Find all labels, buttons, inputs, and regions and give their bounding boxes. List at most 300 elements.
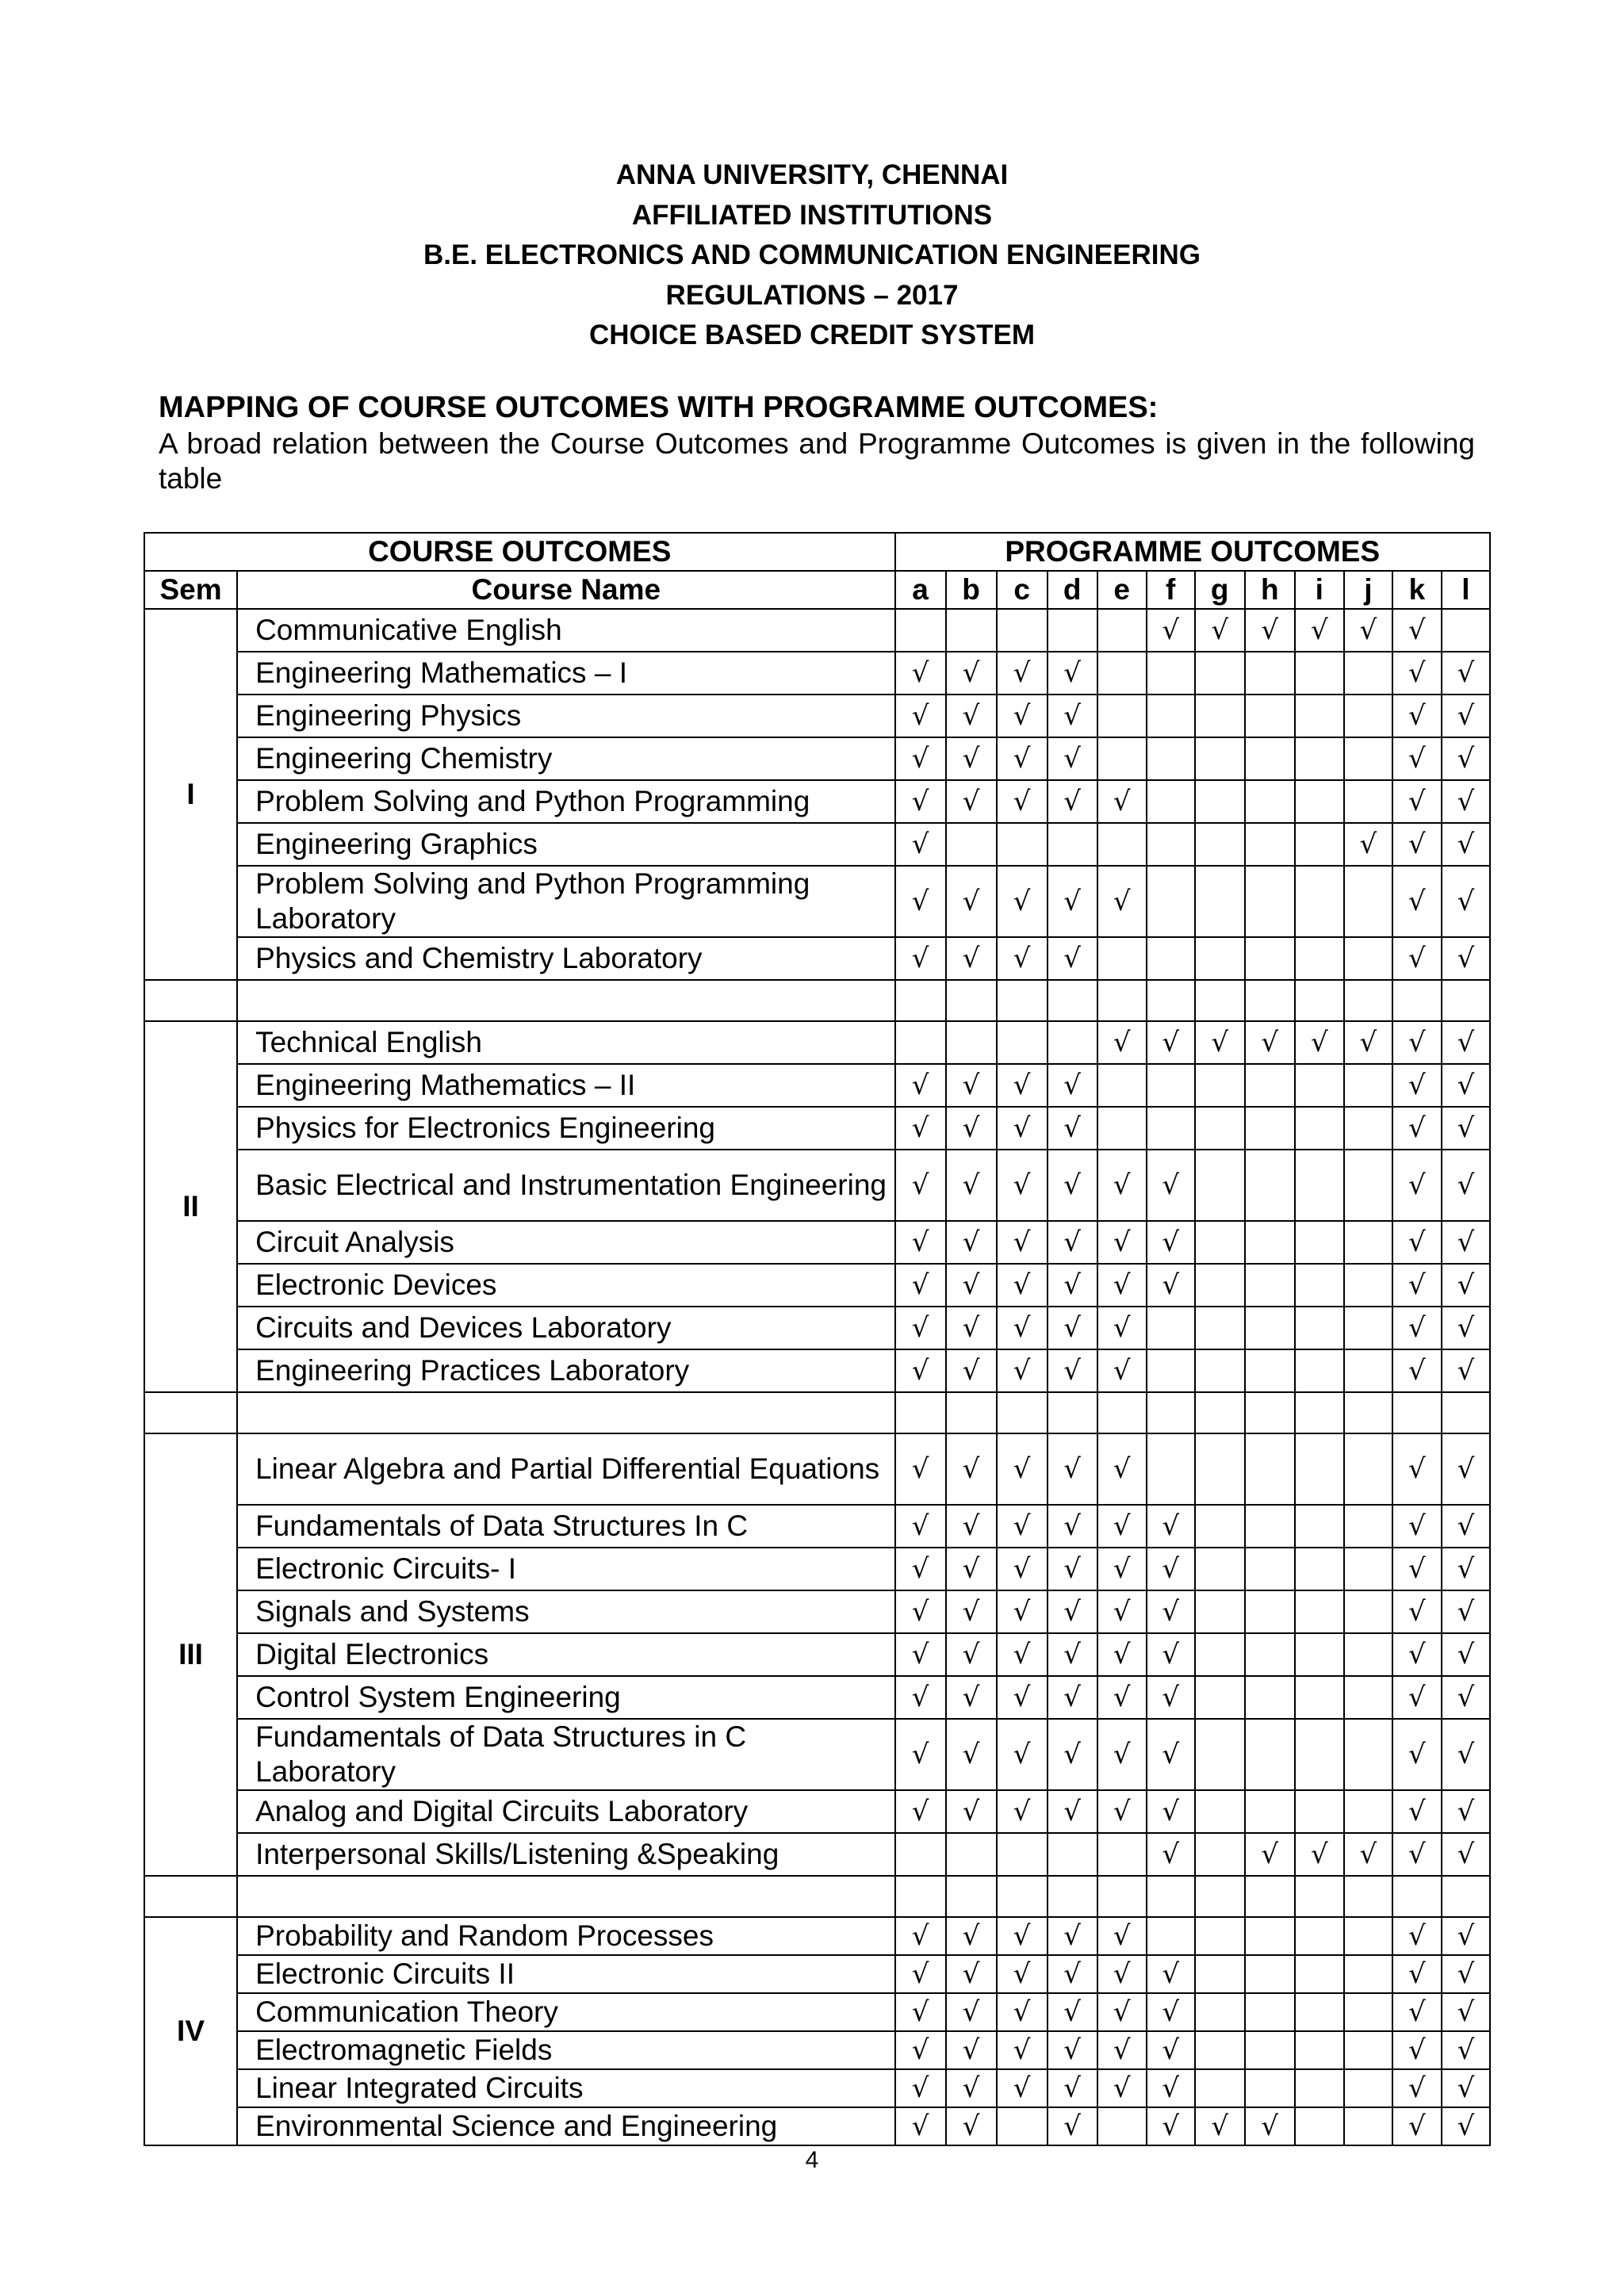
outcome-cell (1442, 652, 1490, 695)
check-mark: √ (1162, 1796, 1180, 1827)
course-name-cell: Electronic Circuits II (237, 1955, 894, 1993)
empty-cell (997, 1392, 1048, 1433)
outcome-cell (1392, 823, 1442, 866)
course-name-cell: Electronic Devices (237, 1264, 894, 1307)
outcome-cell (1245, 823, 1295, 866)
check-mark: √ (1408, 1070, 1426, 1101)
table-row (144, 1107, 1490, 1150)
outcome-cell (1048, 823, 1097, 866)
course-name-cell: Circuit Analysis (237, 1221, 894, 1264)
outcome-cell (997, 1307, 1048, 1349)
outcome-cell (1245, 1719, 1295, 1790)
check-mark: √ (1063, 1958, 1081, 1990)
outcome-cell (895, 1433, 946, 1505)
outcome-cell (946, 737, 997, 780)
outcome-cell (895, 737, 946, 780)
check-mark: √ (911, 943, 929, 974)
outcome-cell (1245, 1917, 1295, 1955)
outcome-cell (946, 1505, 997, 1548)
check-mark: √ (1013, 1453, 1031, 1485)
outcome-cell (1097, 1790, 1147, 1833)
table-row (144, 1505, 1490, 1548)
outcome-cell (1344, 2031, 1392, 2069)
check-mark: √ (1063, 1510, 1081, 1542)
affiliation-line: AFFILIATED INSTITUTIONS (631, 199, 993, 231)
outcome-cell (895, 823, 946, 866)
section-intro: A broad relation between the Course Outcomes and Programme Outcomes is given in the following table (159, 427, 1475, 495)
empty-cell (1245, 1876, 1295, 1917)
course-name-cell: Electromagnetic Fields (237, 2031, 894, 2069)
outcome-cell (1344, 609, 1392, 652)
outcome-cell (1344, 2069, 1392, 2107)
outcome-cell (1048, 1307, 1097, 1349)
outcome-cell (895, 609, 946, 652)
outcome-cell (1295, 2069, 1344, 2107)
outcome-cell (1295, 695, 1344, 737)
outcome-cell (1344, 1307, 1392, 1349)
outcome-cell (1344, 1064, 1392, 1107)
course-name-cell: Electronic Circuits- I (237, 1548, 894, 1590)
outcome-cell (1195, 1833, 1245, 1876)
section-heading: MAPPING OF COURSE OUTCOMES WITH PROGRAMME OUTCOMES: (159, 391, 1159, 424)
check-mark: √ (1013, 1070, 1031, 1101)
check-mark: √ (1310, 1839, 1328, 1870)
outcome-cell (1048, 737, 1097, 780)
outcome-cell (946, 1833, 997, 1876)
outcome-cell (1147, 1021, 1195, 1064)
outcome-cell (1048, 1505, 1097, 1548)
check-mark: √ (962, 1639, 980, 1670)
outcome-cell (1097, 2031, 1147, 2069)
outcome-cell (1245, 652, 1295, 695)
outcome-cell (1245, 1955, 1295, 1993)
check-mark: √ (1408, 2110, 1426, 2142)
outcome-cell (1295, 1633, 1344, 1676)
course-name-cell: Physics and Chemistry Laboratory (237, 937, 894, 980)
outcome-cell (1048, 1633, 1097, 1676)
outcome-cell (1344, 1349, 1392, 1392)
check-mark: √ (1013, 1312, 1031, 1344)
check-mark: √ (962, 1920, 980, 1952)
programme-name: B.E. ELECTRONICS AND COMMUNICATION ENGINEERING (423, 239, 1201, 270)
outcome-cell (1147, 1955, 1195, 1993)
spacer-row (144, 1392, 1490, 1433)
outcome-cell (1097, 1548, 1147, 1590)
check-mark: √ (962, 1453, 980, 1485)
course-name-cell: Environmental Science and Engineering (237, 2107, 894, 2145)
outcome-cell (1097, 1833, 1147, 1876)
course-name-cell: Engineering Graphics (237, 823, 894, 866)
check-mark: √ (1063, 1996, 1081, 2028)
po-column-header: b (946, 571, 997, 609)
table-row (144, 1955, 1490, 1993)
outcome-cell (1195, 1505, 1245, 1548)
empty-cell (237, 1392, 894, 1433)
check-mark: √ (1457, 743, 1475, 775)
check-mark: √ (1063, 743, 1081, 775)
outcome-cell (1048, 1064, 1097, 1107)
outcome-cell (1442, 1719, 1490, 1790)
outcome-cell (997, 1590, 1048, 1633)
outcome-cell (1295, 823, 1344, 866)
table-group-header-row (144, 533, 1490, 571)
check-mark: √ (1113, 1027, 1131, 1058)
outcome-cell (997, 1633, 1048, 1676)
course-name-cell: Technical English (237, 1021, 894, 1064)
outcome-cell (1245, 866, 1295, 937)
outcome-cell (1195, 2069, 1245, 2107)
outcome-cell (1097, 1221, 1147, 1264)
outcome-cell (1442, 1676, 1490, 1719)
outcome-cell (1048, 1833, 1097, 1876)
course-name-cell: Basic Electrical and Instrumentation Engineering (237, 1150, 894, 1221)
outcome-cell (1195, 1993, 1245, 2031)
outcome-cell (1392, 1307, 1442, 1349)
outcome-cell (1195, 1955, 1245, 1993)
outcome-cell (1442, 1307, 1490, 1349)
outcome-cell (1097, 823, 1147, 866)
check-mark: √ (1013, 1796, 1031, 1827)
check-mark: √ (1261, 614, 1279, 646)
outcome-cell (1195, 2031, 1245, 2069)
outcome-cell (997, 652, 1048, 695)
empty-cell (1392, 1876, 1442, 1917)
outcome-cell (1344, 1955, 1392, 1993)
course-name-cell: Probability and Random Processes (237, 1917, 894, 1955)
check-mark: √ (1408, 1453, 1426, 1485)
outcome-cell (946, 1790, 997, 1833)
outcome-cell (1392, 1548, 1442, 1590)
empty-cell (237, 980, 894, 1021)
outcome-cell (997, 823, 1048, 866)
table-row (144, 1064, 1490, 1107)
outcome-cell (1097, 652, 1147, 695)
outcome-cell (997, 1150, 1048, 1221)
outcome-cell (946, 2107, 997, 2145)
outcome-cell (1097, 1505, 1147, 1548)
check-mark: √ (1162, 1682, 1180, 1713)
outcome-cell (1147, 2069, 1195, 2107)
check-mark: √ (1162, 1996, 1180, 2028)
check-mark: √ (911, 1112, 929, 1144)
outcome-cell (1097, 609, 1147, 652)
outcome-cell (1344, 1917, 1392, 1955)
document-title-block (0, 155, 1624, 356)
outcome-cell (1392, 1433, 1442, 1505)
outcome-cell (1195, 1433, 1245, 1505)
check-mark: √ (1408, 614, 1426, 646)
outcome-cell (1344, 1719, 1392, 1790)
outcome-cell (895, 2069, 946, 2107)
check-mark: √ (1457, 1682, 1475, 1713)
outcome-cell (1147, 1307, 1195, 1349)
empty-cell (1295, 1392, 1344, 1433)
outcome-cell (1048, 652, 1097, 695)
outcome-cell (1097, 1917, 1147, 1955)
outcome-cell (1245, 1548, 1295, 1590)
outcome-cell (1392, 1993, 1442, 2031)
check-mark: √ (962, 786, 980, 817)
check-mark: √ (911, 1682, 929, 1713)
course-outcomes-header: COURSE OUTCOMES (144, 533, 895, 571)
outcome-cell (1392, 2107, 1442, 2145)
check-mark: √ (1013, 886, 1031, 917)
check-mark: √ (1408, 1553, 1426, 1585)
outcome-cell (946, 823, 997, 866)
outcome-cell (1295, 1833, 1344, 1876)
sem-header: Sem (144, 571, 237, 609)
check-mark: √ (1013, 786, 1031, 817)
check-mark: √ (962, 1796, 980, 1827)
empty-cell (1295, 1876, 1344, 1917)
check-mark: √ (1457, 1996, 1475, 2028)
empty-cell (1147, 980, 1195, 1021)
empty-cell (895, 980, 946, 1021)
outcome-cell (997, 609, 1048, 652)
outcome-cell (895, 2031, 946, 2069)
outcome-cell (1147, 866, 1195, 937)
outcome-cell (1097, 1719, 1147, 1790)
page-number: 4 (805, 2147, 819, 2173)
spacer-row (144, 980, 1490, 1021)
check-mark: √ (1457, 1269, 1475, 1301)
outcome-cell (1147, 1505, 1195, 1548)
outcome-cell (946, 1349, 997, 1392)
po-column-header: h (1245, 571, 1295, 609)
check-mark: √ (962, 886, 980, 917)
outcome-cell (1344, 1633, 1392, 1676)
check-mark: √ (962, 1070, 980, 1101)
check-mark: √ (1457, 2034, 1475, 2066)
check-mark: √ (1408, 1958, 1426, 1990)
table-row (144, 1676, 1490, 1719)
semester-cell: III (144, 1433, 237, 1876)
check-mark: √ (1063, 2072, 1081, 2104)
outcome-cell (1245, 1221, 1295, 1264)
check-mark: √ (962, 1596, 980, 1628)
outcome-cell (1097, 1433, 1147, 1505)
check-mark: √ (1013, 1112, 1031, 1144)
outcome-cell (1147, 1107, 1195, 1150)
outcome-cell (895, 937, 946, 980)
check-mark: √ (1457, 1453, 1475, 1485)
outcome-cell (997, 1676, 1048, 1719)
outcome-cell (1147, 1433, 1195, 1505)
outcome-cell (895, 1505, 946, 1548)
table-row (144, 1590, 1490, 1633)
outcome-cell (1245, 1021, 1295, 1064)
check-mark: √ (1113, 786, 1131, 817)
outcome-cell (1048, 1719, 1097, 1790)
outcome-cell (946, 1676, 997, 1719)
outcome-cell (1344, 1433, 1392, 1505)
outcome-cell (1295, 2107, 1344, 2145)
outcome-cell (1147, 1833, 1195, 1876)
outcome-cell (946, 1548, 997, 1590)
outcome-cell (1392, 695, 1442, 737)
check-mark: √ (962, 1553, 980, 1585)
empty-cell (1245, 980, 1295, 1021)
outcome-cell (1344, 937, 1392, 980)
outcome-cell (1344, 1021, 1392, 1064)
check-mark: √ (1359, 614, 1377, 646)
outcome-cell (997, 1790, 1048, 1833)
check-mark: √ (1408, 828, 1426, 860)
check-mark: √ (962, 1958, 980, 1990)
outcome-cell (1344, 780, 1392, 823)
check-mark: √ (1162, 1958, 1180, 1990)
check-mark: √ (911, 1269, 929, 1301)
regulations-line: REGULATIONS – 2017 (665, 279, 959, 311)
check-mark: √ (1013, 1682, 1031, 1713)
course-name-cell: Problem Solving and Python Programming (237, 780, 894, 823)
check-mark: √ (962, 1682, 980, 1713)
outcome-cell (1392, 1064, 1442, 1107)
outcome-cell (1195, 2107, 1245, 2145)
course-name-cell: Engineering Physics (237, 695, 894, 737)
outcome-cell (1147, 1633, 1195, 1676)
outcome-cell (1442, 1349, 1490, 1392)
outcome-cell (1195, 737, 1245, 780)
outcome-cell (1295, 1505, 1344, 1548)
outcome-cell (1442, 780, 1490, 823)
check-mark: √ (1113, 1269, 1131, 1301)
table-column-header-row (144, 571, 1490, 609)
check-mark: √ (911, 1510, 929, 1542)
outcome-cell (1097, 1633, 1147, 1676)
outcome-cell (1442, 1548, 1490, 1590)
outcome-cell (946, 1221, 997, 1264)
po-column-header: i (1295, 571, 1344, 609)
outcome-cell (895, 1150, 946, 1221)
table-row (144, 1633, 1490, 1676)
check-mark: √ (1013, 1510, 1031, 1542)
po-column-header: d (1048, 571, 1097, 609)
po-column-header: a (895, 571, 946, 609)
check-mark: √ (1162, 2110, 1180, 2142)
outcome-cell (895, 1264, 946, 1307)
outcome-cell (1097, 1676, 1147, 1719)
check-mark: √ (1162, 1510, 1180, 1542)
outcome-cell (895, 1790, 946, 1833)
check-mark: √ (1162, 2034, 1180, 2066)
table-row (144, 1993, 1490, 2031)
check-mark: √ (1063, 943, 1081, 974)
outcome-cell (1147, 1221, 1195, 1264)
empty-cell (1442, 1392, 1490, 1433)
outcome-cell (946, 866, 997, 937)
check-mark: √ (1408, 786, 1426, 817)
outcome-cell (1195, 1676, 1245, 1719)
outcome-cell (1147, 1917, 1195, 1955)
check-mark: √ (1408, 1639, 1426, 1670)
outcome-cell (1245, 695, 1295, 737)
outcome-cell (1245, 737, 1295, 780)
check-mark: √ (962, 1269, 980, 1301)
empty-cell (1195, 980, 1245, 1021)
table-row (144, 1719, 1490, 1790)
check-mark: √ (1063, 1796, 1081, 1827)
course-name-cell: Problem Solving and Python Programming Laboratory (237, 866, 894, 937)
outcome-cell (1392, 1676, 1442, 1719)
outcome-cell (1295, 866, 1344, 937)
outcome-cell (1048, 1349, 1097, 1392)
check-mark: √ (1113, 1639, 1131, 1670)
check-mark: √ (1063, 2110, 1081, 2142)
check-mark: √ (1013, 657, 1031, 689)
check-mark: √ (911, 1070, 929, 1101)
check-mark: √ (1013, 1920, 1031, 1952)
outcome-cell (1392, 937, 1442, 980)
empty-cell (1048, 1876, 1097, 1917)
empty-cell (1048, 1392, 1097, 1433)
outcome-cell (997, 866, 1048, 937)
check-mark: √ (1457, 1839, 1475, 1870)
outcome-cell (1344, 737, 1392, 780)
check-mark: √ (1013, 2072, 1031, 2104)
check-mark: √ (1013, 700, 1031, 732)
check-mark: √ (1457, 1596, 1475, 1628)
check-mark: √ (911, 1226, 929, 1258)
outcome-cell (1048, 866, 1097, 937)
outcome-cell (1147, 780, 1195, 823)
outcome-cell (1295, 1548, 1344, 1590)
check-mark: √ (1113, 1312, 1131, 1344)
check-mark: √ (911, 1639, 929, 1670)
check-mark: √ (1408, 1682, 1426, 1713)
outcome-cell (1048, 1107, 1097, 1150)
empty-cell (1195, 1392, 1245, 1433)
check-mark: √ (911, 786, 929, 817)
check-mark: √ (962, 1996, 980, 2028)
check-mark: √ (1013, 1169, 1031, 1201)
table-row (144, 652, 1490, 695)
check-mark: √ (1211, 1027, 1229, 1058)
check-mark: √ (1408, 1226, 1426, 1258)
table-row (144, 1021, 1490, 1064)
outcome-cell (946, 1150, 997, 1221)
outcome-cell (1147, 1064, 1195, 1107)
empty-cell (1097, 1392, 1147, 1433)
outcome-cell (946, 1107, 997, 1150)
outcome-cell (1442, 1505, 1490, 1548)
empty-cell (1245, 1392, 1295, 1433)
outcomes-mapping-table (144, 532, 1491, 2146)
outcome-cell (895, 780, 946, 823)
check-mark: √ (1113, 1510, 1131, 1542)
outcome-cell (1392, 780, 1442, 823)
outcome-cell (1344, 652, 1392, 695)
po-column-header: g (1195, 571, 1245, 609)
check-mark: √ (1408, 1027, 1426, 1058)
outcome-cell (1097, 1107, 1147, 1150)
outcome-cell (1442, 866, 1490, 937)
outcome-cell (1344, 1150, 1392, 1221)
check-mark: √ (911, 1596, 929, 1628)
check-mark: √ (1408, 1796, 1426, 1827)
empty-cell (1195, 1876, 1245, 1917)
course-name-cell: Engineering Mathematics – II (237, 1064, 894, 1107)
outcome-cell (1245, 1107, 1295, 1150)
empty-cell (946, 1392, 997, 1433)
outcome-cell (1295, 1107, 1344, 1150)
outcome-cell (1442, 1955, 1490, 1993)
outcome-cell (1195, 1548, 1245, 1590)
outcome-cell (1147, 737, 1195, 780)
check-mark: √ (911, 2034, 929, 2066)
outcome-cell (1344, 1993, 1392, 2031)
outcome-cell (1442, 937, 1490, 980)
